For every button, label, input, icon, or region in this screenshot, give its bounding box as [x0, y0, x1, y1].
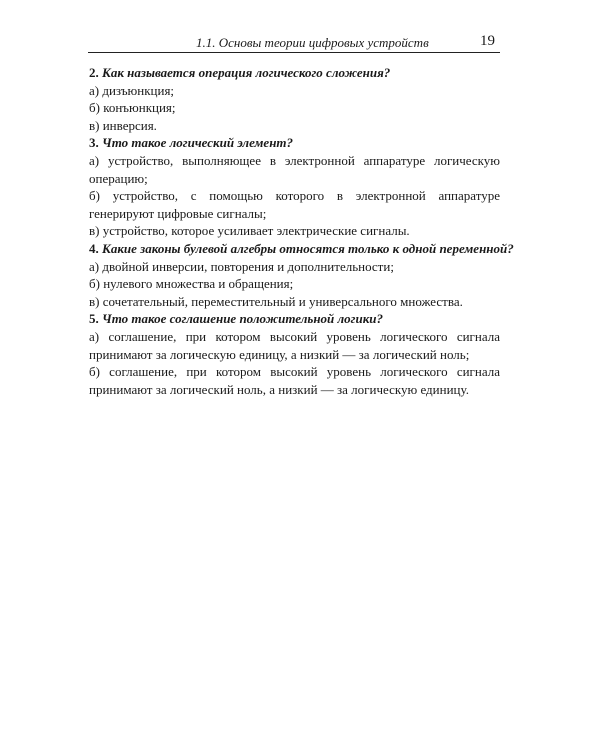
question-number: 5.: [89, 311, 99, 327]
answer-option: а) соглашение, при котором высокий уровень логического сигнала принимают за логическую единицу, а низкий — за логический ноль;: [89, 328, 500, 362]
question-text: Какие законы булевой алгебры относятся только к одной переменной?: [102, 240, 514, 256]
question-text: Что такое соглашение положительной логики?: [102, 311, 384, 327]
running-title: 1.1. Основы теории цифровых устройств: [196, 35, 429, 50]
answer-option: в) сочетательный, переместительный и универсального множества.: [89, 293, 463, 309]
question-text: Как называется операция логического сложения?: [102, 65, 391, 80]
answer-option: б) нулевого множества и обращения;: [89, 276, 294, 292]
question-number: 3.: [89, 135, 99, 151]
answer-option: а) двойной инверсии, повторения и дополнительности;: [89, 258, 394, 274]
question-number: 2.: [89, 65, 99, 80]
question-number: 4.: [89, 240, 99, 256]
answer-option: а) устройство, выполняющее в электронной аппаратуре логическую операцию;: [89, 152, 500, 186]
question-heading: [87, 64, 500, 82]
page-number: 19: [480, 33, 495, 49]
question-text: Что такое логический элемент?: [102, 135, 294, 151]
running-header: [88, 32, 500, 53]
question-heading: [87, 240, 514, 258]
quiz-content: [87, 64, 514, 398]
answer-option: в) инверсия.: [89, 117, 157, 133]
question-heading: [87, 134, 500, 152]
answer-option: а) дизъюнкция;: [89, 82, 175, 98]
answer-option: б) соглашение, при котором высокий уровень логического сигнала принимают за логический ноль, а низкий — за логическую единицу.: [89, 364, 500, 397]
question-heading: [87, 310, 500, 328]
answer-option: б) устройство, с помощью которого в электронной аппаратуре генерируют цифровые сигналы;: [89, 188, 500, 221]
answer-option: в) устройство, которое усиливает электрические сигналы.: [89, 223, 410, 239]
answer-option: б) конъюнкция;: [89, 100, 176, 116]
